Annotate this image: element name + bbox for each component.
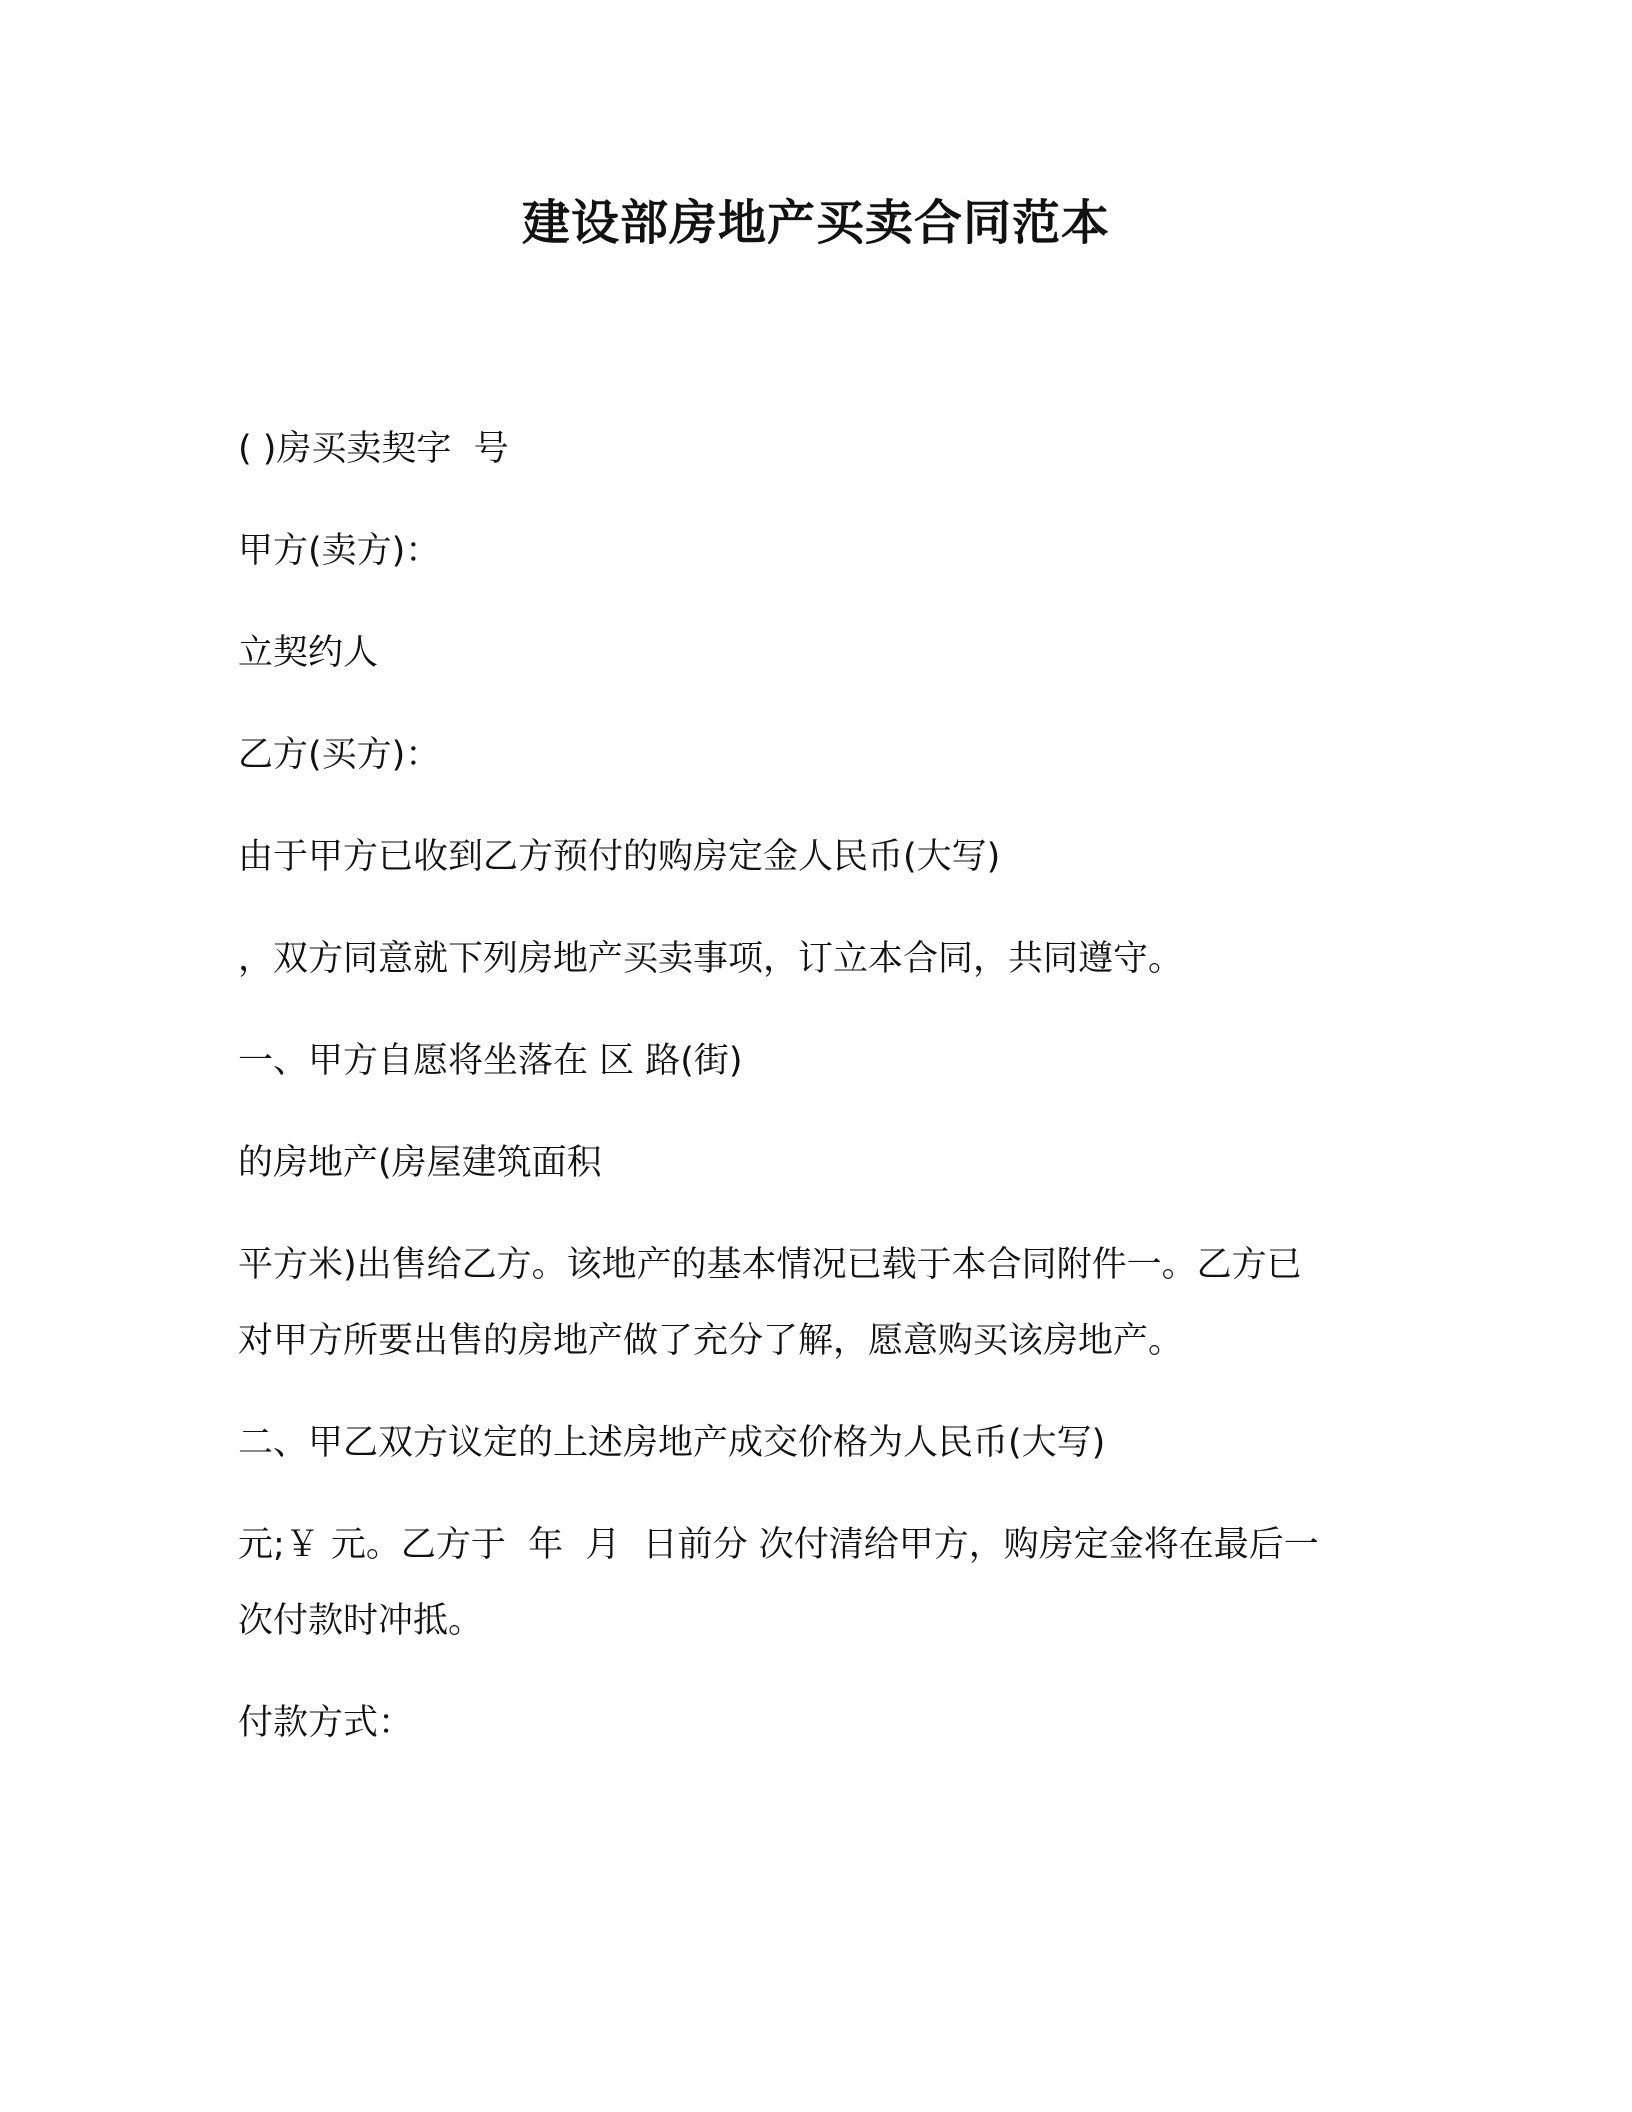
clause-one-line: 一、甲方自愿将坐落在 区 路(街) [238, 1041, 743, 1081]
deposit-line: 由于甲方已收到乙方预付的购房定金人民币(大写) [238, 837, 1001, 877]
document-title: 建设部房地产买卖合同范本 [521, 195, 1110, 251]
clause-one-area-line: 的房地产(房屋建筑面积 [238, 1143, 602, 1183]
party-a-seller-line: 甲方(卖方)： [238, 531, 441, 571]
contract-number-line: ( )房买卖契字 号 [238, 429, 509, 469]
clause-one-sale-line: 平方米)出售给乙方。该地产的基本情况已载于本合同附件一。乙方已 [238, 1245, 1302, 1285]
party-b-buyer-line: 乙方(买方)： [238, 735, 441, 775]
contract-signer-line: 立契约人 [238, 633, 379, 673]
clause-two-payment-line: 元;￥ 元。乙方于 年 月 日前分 次付清给甲方，购房定金将在最后一 [238, 1525, 1319, 1565]
clause-two-offset-line: 次付款时冲抵。 [238, 1601, 484, 1641]
clause-two-line: 二、甲乙双方议定的上述房地产成交价格为人民币(大写) [238, 1423, 1106, 1463]
payment-method-line: 付款方式： [238, 1703, 414, 1743]
clause-one-understanding-line: 对甲方所要出售的房地产做了充分了解，愿意购买该房地产。 [238, 1321, 1184, 1361]
agreement-line: ，双方同意就下列房地产买卖事项，订立本合同，共同遵守。 [238, 939, 1184, 979]
